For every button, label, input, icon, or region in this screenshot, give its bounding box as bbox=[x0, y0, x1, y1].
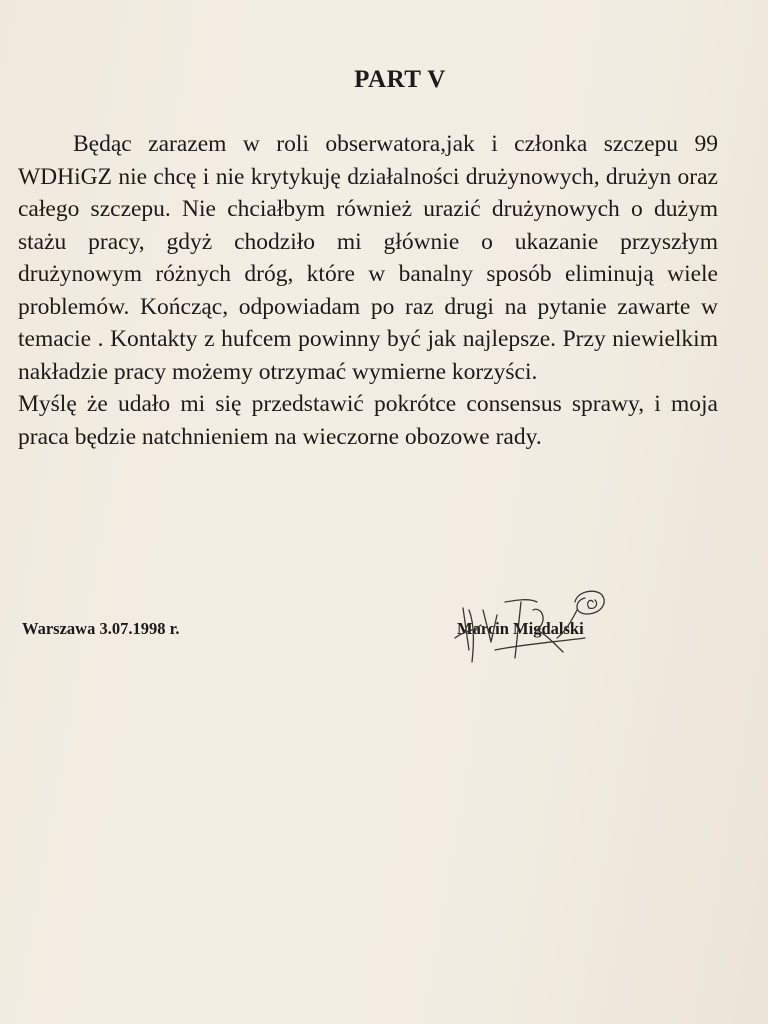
paragraph-1: Będąc zarazem w roli obserwatora,jak i członka szczepu 99 WDHiGZ nie chcę i nie krytykuję działalności drużynowych, drużyn oraz całego szczepu. Nie chciałbym również urazić drużynowych o dużym stażu pracy, gdyż chodziło mi głównie o ukazanie przyszłym drużynowym różnych dróg, które w banalny sposób eliminują wiele problemów. Kończąc, odpowiadam po raz drugi na pytanie zawarte w temacie . Kontakty z hufcem powinny być jak najlepsze. Przy niewielkim nakładzie pracy możemy otrzymać wymierne korzyści. bbox=[18, 131, 718, 385]
page-title: PART V bbox=[354, 66, 446, 93]
handwritten-signature bbox=[425, 580, 625, 675]
paragraph-2: Myślę że udało mi się przedstawić pokrótce consensus sprawy, i moja praca będzie natchnieniem na wieczorne obozowe rady. bbox=[18, 391, 718, 450]
author-name: Marcin Migdalski bbox=[457, 619, 584, 638]
body-text bbox=[18, 128, 718, 453]
place-date: Warszawa 3.07.1998 r. bbox=[22, 619, 180, 638]
